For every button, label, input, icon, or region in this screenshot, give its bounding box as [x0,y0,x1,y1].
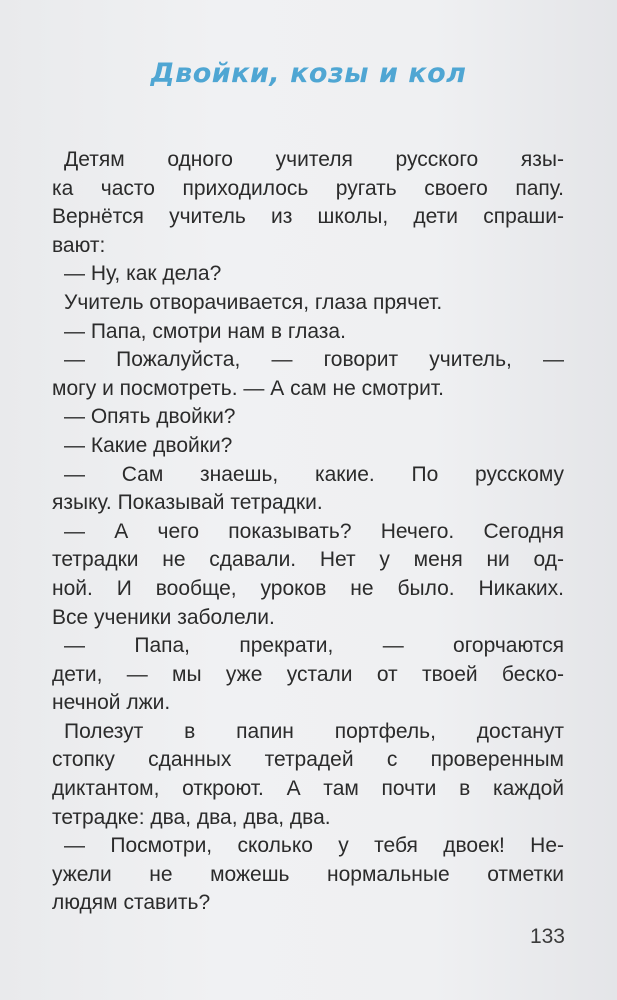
text-line: нечной лжи. [52,691,171,715]
text-line: — Папа, смотри нам в глаза. [64,319,346,343]
text-line: тетрадке: два, два, два, два. [52,805,331,829]
text-line: языку. Показывай тетрадки. [52,491,323,515]
text-line: — А чего показывать? Нечего. Сегодня [64,519,564,543]
text-line: Полезут в папин портфель, достанут [64,719,564,743]
text-line: людям ставить? [52,891,211,915]
text-line: — Какие двойки? [64,433,233,457]
body-text [52,146,564,918]
text-line: вают: [52,233,106,257]
text-line: дети, — мы уже устали от твоей беско- [52,662,564,686]
chapter-title: Двойки, козы и кол [150,58,467,89]
text-line: — Ну, как дела? [64,262,222,286]
text-line: — Сам знаешь, какие. По русскому [64,462,564,486]
text-line: Все ученики заболели. [52,605,275,629]
page-number: 133 [529,925,565,948]
text-line: ной. И вообще, уроков не было. Никаких. [52,576,564,600]
text-line: — Папа, прекрати, — огорчаются [64,634,564,658]
text-line: могу и посмотреть. — А сам не смотрит. [52,376,444,400]
text-line: Учитель отворачивается, глаза прячет. [64,290,443,314]
text-line: стопку сданных тетрадей с проверенным [52,748,564,772]
text-line: — Пожалуйста, — говорит учитель, — [64,348,564,372]
text-line: Детям одного учителя русского язы- [64,148,564,171]
text-line: тетрадки не сдавали. Нет у меня ни од- [52,548,564,572]
text-line: диктантом, откроют. А там почти в каждой [52,777,564,801]
text-line: ка часто приходилось ругать своего папу. [52,176,564,200]
text-line: — Опять двойки? [64,405,236,429]
text-line: ужели не можешь нормальные отметки [52,862,564,886]
text-line: — Посмотри, сколько у тебя двоек! Не- [64,834,564,858]
text-line: Вернётся учитель из школы, дети спраши- [52,205,564,229]
